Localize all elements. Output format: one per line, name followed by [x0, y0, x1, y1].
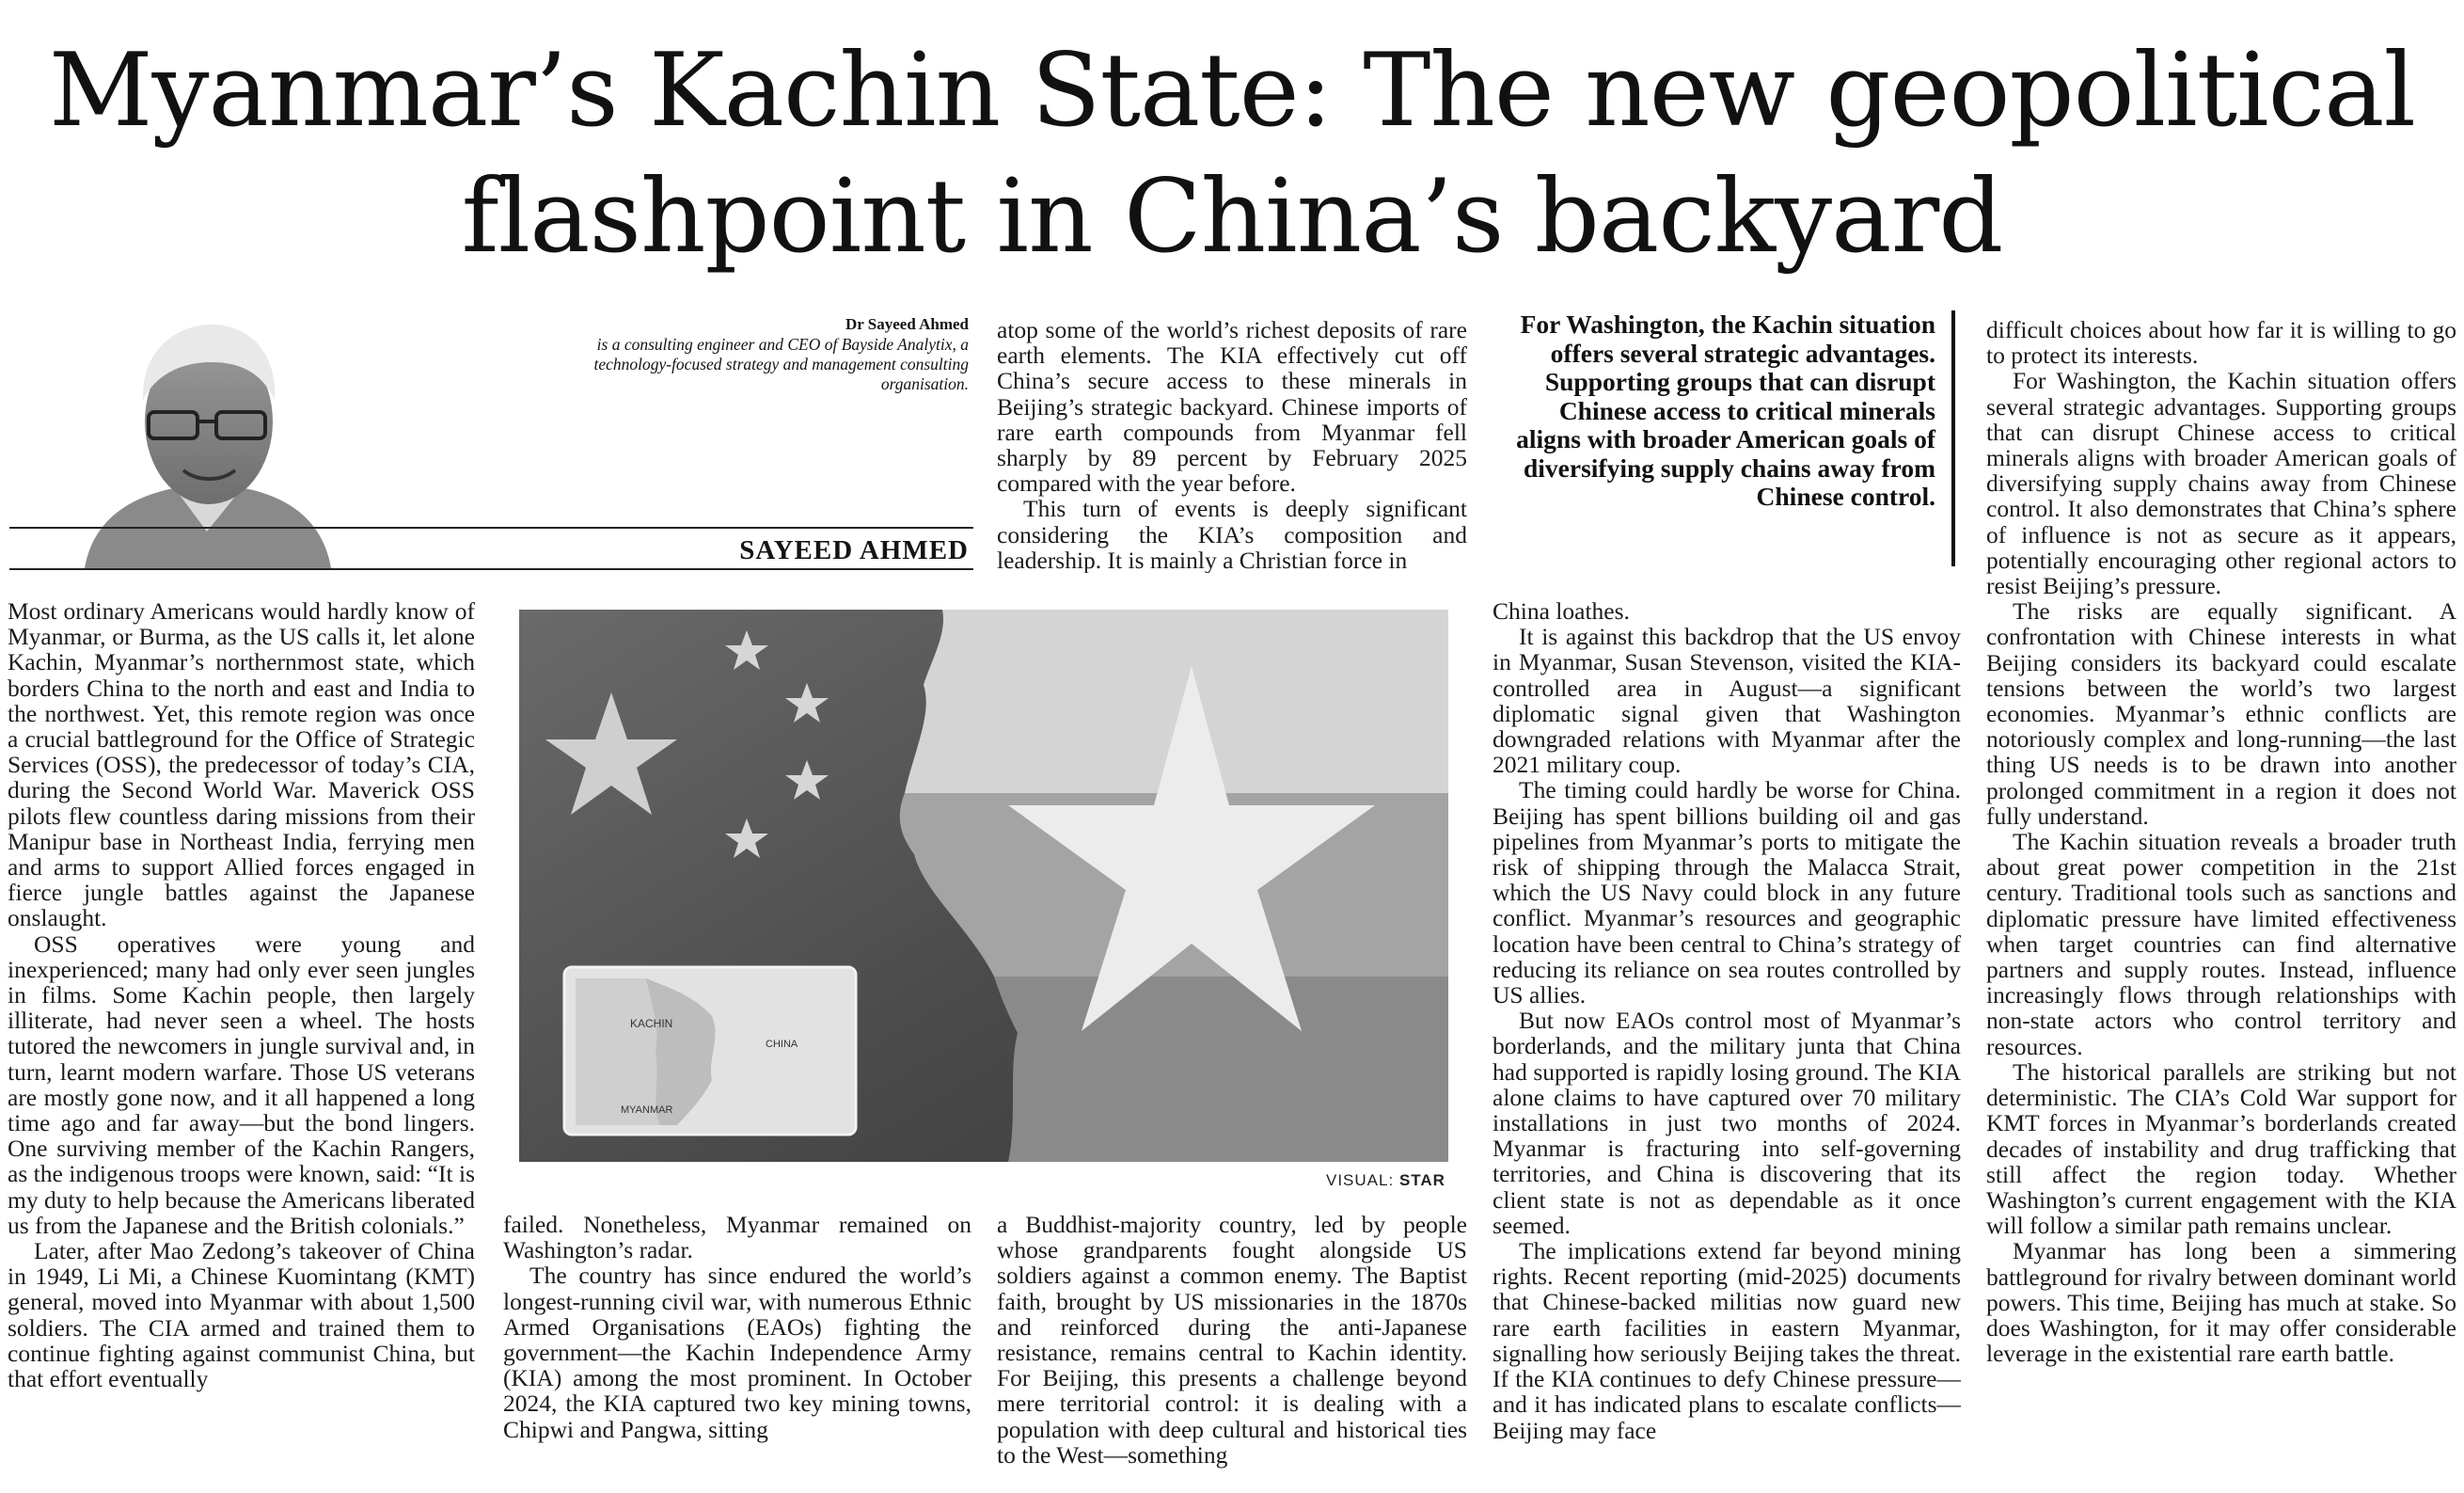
credit-prefix: VISUAL: [1326, 1171, 1395, 1189]
pull-quote: For Washington, the Kachin situation offers several strategic advantages. Supporting groups that can disrupt Chinese access to critical minerals aligns with broader American goals of diversifying supply chains away from Chinese control. [1516, 310, 1935, 511]
paragraph: China loathes. [1493, 598, 1630, 625]
author-byline: SAYEED AHMED [739, 535, 969, 565]
article-column-4 [1493, 598, 1961, 1487]
divider [9, 527, 973, 529]
author-name-small: Dr Sayeed Ahmed [845, 315, 969, 333]
article-column-5 [1986, 317, 2456, 1487]
article-illustration [519, 610, 1448, 1162]
paragraph: The risks are equally significant. A confrontation with Chinese interests in what Beijing considers its backyard could escalate tensions between the world’s two largest economies. Myanmar’s ethnic conflicts are notoriously complex and long-running—the last thing US needs is to be drawn into another prolonged commitment in a region it does not fully understand. [1986, 597, 2456, 830]
paragraph: Most ordinary Americans would hardly know of Myanmar, or Burma, as the US calls it, let alone Kachin, Myanmar’s northernmost state, which borders China to the north and east and India to the northwest. Yet, this remote region was once a crucial battleground for the Office of Strategic Services (OSS), the predecessor of today’s CIA, during the Second World War. Maverick OSS pilots flew countless daring missions from their Manipur base in Northeast India, ferrying men and arms to support Allied forces engaged in fierce jungle battles against the Japanese onslaught. [8, 598, 475, 932]
paragraph: failed. Nonetheless, Myanmar remained on Washington’s radar. [503, 1212, 971, 1264]
headline [0, 28, 2464, 280]
headline-line-1: Myanmar’s Kachin State: The new geopolitical [48, 32, 2416, 150]
paragraph: OSS operatives were young and inexperienced; many had only ever seen jungles in films. Some Kachin people, then largely illiterate, had never seen a wheel. The hosts tutored the newcomers in jungle survival and, in turn, learnt modern warfare. Those US veterans are mostly gone now, and it all happened a long time ago and far away—but the bond lingers. One surviving member of the Kachin Rangers, as the indigenous troops were known, said: “It is my duty to help because the Americans liberated us from the Japanese and the British colonials.” [8, 929, 475, 1239]
author-bio: is a consulting engineer and CEO of Bayside Analytix, a technology-focused strategy and management consulting organisation. [593, 335, 969, 393]
paragraph: The implications extend far beyond mining rights. Recent reporting (mid-2025) documents that Chinese-backed militias now guard new rare earth facilities in eastern Myanmar, signalling how seriously Beijing takes the threat. If the KIA continues to defy Chinese pressure—and it has indicated plans to escalate conflicts—Beijing may face [1493, 1237, 1961, 1444]
paragraph: For Washington, the Kachin situation offers several strategic advantages. Supporting groups that can disrupt Chinese access to critical minerals aligns with broader American goals of diversifying supply chains away from Chinese control. It also demonstrates that China’s sphere of influence is not as secure as it appears, potentially encouraging other regional actors to resist Beijing’s pressure. [1986, 367, 2456, 600]
map-label-china: CHINA [766, 1039, 798, 1050]
visual-credit [1326, 1171, 1445, 1190]
credit-source: STAR [1398, 1171, 1445, 1189]
paragraph: atop some of the world’s richest deposits of rare earth elements. The KIA effectively cut off China’s secure access to these minerals in Beijing’s strategic backyard. Chinese imports of rare earth compounds from Myanmar fell sharply by 89 percent by February 2025 compared with the year before. [997, 317, 1467, 498]
paragraph: difficult choices about how far it is willing to go to protect its interests. [1986, 317, 2456, 370]
divider [9, 568, 973, 570]
paragraph: Later, after Mao Zedong’s takeover of China in 1949, Li Mi, a Chinese Kuomintang (KMT) general, moved into Myanmar with about 1,500 soldiers. The CIA armed and trained them to continue fighting against communist China, but that effort eventually [8, 1237, 475, 1393]
paragraph: The country has since endured the world’s longest-running civil war, with numerous Ethnic Armed Organisations (EAOs) fighting the government—the Kachin Independence Army (KIA) among the most prominent. In October 2024, the KIA captured two key mining towns, Chipwi and Pangwa, sitting [503, 1262, 971, 1443]
paragraph: The timing could hardly be worse for China. Beijing has spent billions building oil and gas pipelines from Myanmar’s ports to mitigate the risk of shipping through the Malacca Strait, which the US Navy could block in any future conflict. Myanmar’s resources and geographic location have been central to China’s strategy of reducing its reliance on sea routes controlled by US allies. [1493, 776, 1961, 1009]
paragraph: Myanmar has long been a simmering battleground for rivalry between dominant world powers. This time, Beijing has much at stake. So does Washington, for it may offer considerable leverage in the existential rare earth battle. [1986, 1237, 2456, 1368]
map-label-kachin: KACHIN [630, 1017, 673, 1030]
map-label-myanmar: MYANMAR [621, 1104, 673, 1116]
article-column-3-top [997, 317, 1467, 573]
author-portrait [75, 310, 339, 568]
pull-quote-bar [1951, 310, 1955, 566]
paragraph: This turn of events is deeply significant considering the KIA’s composition and leadership. It is mainly a Christian force in [997, 495, 1467, 573]
headline-line-2: flashpoint in China’s backyard [461, 158, 2003, 276]
paragraph: The Kachin situation reveals a broader truth about great power competition in the 21st century. Traditional tools such as sanctions and diplomatic pressure have limited effectiveness when target countries can find alternative partners and supply routes. Instead, influence increasingly flows through relationships with non-state actors who control territory and resources. [1986, 828, 2456, 1060]
article-column-3-bottom [997, 1212, 1467, 1487]
article-column-1 [8, 598, 475, 1487]
paragraph: It is against this backdrop that the US envoy in Myanmar, Susan Stevenson, visited the KIA-controlled area in August—a significant diplomatic signal given that Washington downgraded relations with Myanmar after the 2021 military coup. [1493, 623, 1961, 779]
paragraph: The historical parallels are striking but not deterministic. The CIA’s Cold War support for KMT forces in Myanmar’s borderlands created decades of instability and drug trafficking that still affect the region today. Whether Washington’s current engagement with the KIA will follow a similar path remains unclear. [1986, 1057, 2456, 1240]
paragraph: a Buddhist-majority country, led by people whose grandparents fought alongside US soldiers against a common enemy. The Baptist faith, brought by US missionaries in the 1870s and reinforced during the anti-Japanese resistance, remains central to Kachin identity. For Beijing, this presents a challenge beyond mere territorial control: it is dealing with a population with deep cultural and historical ties to the West—something [997, 1212, 1467, 1469]
paragraph: But now EAOs control most of Myanmar’s borderlands, and the military junta that China had supported is rapidly losing ground. The KIA alone claims to have captured over 70 military installations in just two months of 2024. Myanmar is fracturing into self-governing territories, and China is discovering that its client state is not as dependable as it once seemed. [1493, 1007, 1961, 1239]
article-column-2-bottom [503, 1212, 971, 1487]
